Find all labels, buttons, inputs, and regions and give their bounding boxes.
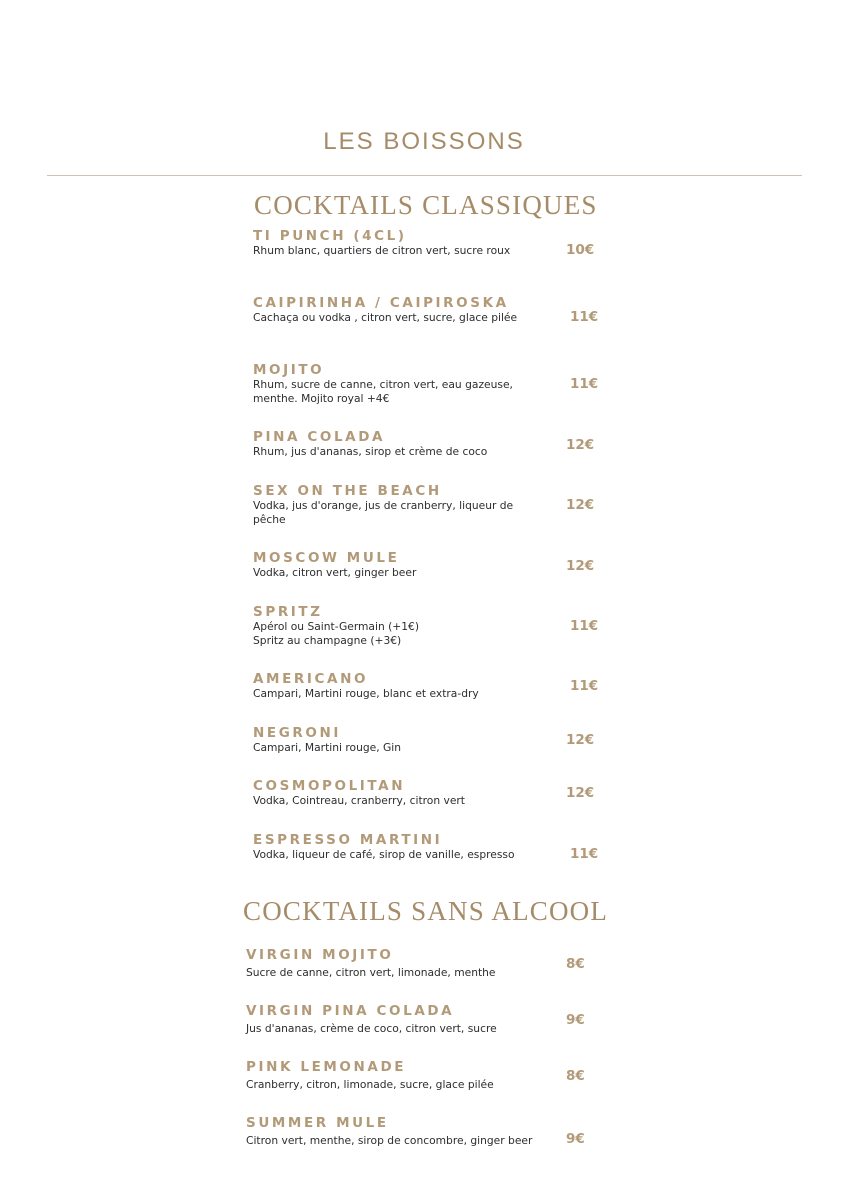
item-description: Vodka, citron vert, ginger beer (253, 566, 417, 579)
item-price: 12€ (566, 497, 595, 513)
item-price: 8€ (566, 956, 585, 972)
header-divider (47, 175, 802, 176)
item-price: 12€ (566, 437, 595, 453)
item-description: Rhum, jus d'ananas, sirop et crème de coco (253, 445, 488, 458)
item-description: Apérol ou Saint-Germain (+1€) Spritz au champagne (+3€) (253, 620, 420, 647)
menu-item (253, 832, 599, 886)
item-description: Rhum, sucre de canne, citron vert, eau gazeuse, menthe. Mojito royal +4€ (253, 378, 513, 405)
item-description: Vodka, jus d'orange, jus de cranberry, liqueur de pêche (253, 499, 514, 526)
item-description: Cranberry, citron, limonade, sucre, glace pilée (246, 1078, 494, 1091)
item-name: COSMOPOLITAN (253, 778, 406, 794)
item-description: Jus d'ananas, crème de coco, citron vert, sucre (246, 1022, 497, 1035)
item-price: 12€ (566, 558, 595, 574)
item-name: SUMMER MULE (246, 1115, 389, 1131)
item-name: MOSCOW MULE (253, 550, 400, 566)
item-description: Sucre de canne, citron vert, limonade, menthe (246, 966, 496, 979)
item-price: 11€ (570, 678, 599, 694)
item-price: 9€ (566, 1131, 585, 1147)
item-name: PINA COLADA (253, 429, 386, 445)
menu-item (246, 1003, 585, 1059)
cocktails-classiques-list (253, 228, 599, 886)
item-description: Vodka, liqueur de café, sirop de vanille, espresso (253, 848, 515, 861)
item-description: Cachaça ou vodka , citron vert, sucre, glace pilée (253, 311, 518, 324)
item-name: SEX ON THE BEACH (253, 483, 442, 499)
menu-item (253, 671, 599, 725)
item-price: 8€ (566, 1068, 585, 1084)
menu-item (253, 483, 595, 550)
item-name: ESPRESSO MARTINI (253, 832, 443, 848)
item-price: 11€ (570, 376, 599, 392)
item-price: 12€ (566, 785, 595, 801)
menu-item (246, 947, 585, 1003)
menu-item (253, 429, 595, 483)
item-price: 11€ (570, 309, 599, 325)
item-price: 11€ (570, 846, 599, 862)
menu-item (246, 1059, 585, 1115)
item-description: Citron vert, menthe, sirop de concombre, ginger beer (246, 1134, 533, 1147)
menu-item (253, 778, 595, 832)
section-title-cocktails-classiques: COCKTAILS CLASSIQUES (254, 190, 598, 220)
item-price: 12€ (566, 732, 595, 748)
item-name: AMERICANO (253, 671, 369, 687)
item-name: TI PUNCH (4CL) (253, 228, 407, 244)
menu-item (253, 604, 599, 671)
page-title: LES BOISSONS (323, 128, 525, 155)
item-name: CAIPIRINHA / CAIPIROSKA (253, 295, 509, 311)
item-description: Campari, Martini rouge, Gin (253, 741, 402, 754)
menu-item (253, 362, 599, 429)
item-name: MOJITO (253, 362, 325, 378)
item-price: 9€ (566, 1012, 585, 1028)
item-description: Rhum blanc, quartiers de citron vert, sucre roux (253, 244, 511, 257)
item-name: PINK LEMONADE (246, 1059, 407, 1075)
item-name: VIRGIN MOJITO (246, 947, 394, 963)
menu-item (253, 228, 595, 295)
item-name: NEGRONI (253, 725, 341, 741)
item-description: Vodka, Cointreau, cranberry, citron vert (253, 794, 465, 807)
item-name: VIRGIN PINA COLADA (246, 1003, 455, 1019)
item-description: Campari, Martini rouge, blanc et extra-dry (253, 687, 479, 700)
section-title-cocktails-sans-alcool: COCKTAILS SANS ALCOOL (243, 896, 609, 926)
cocktails-sans-alcool-list (246, 947, 585, 1171)
item-name: SPRITZ (253, 604, 323, 620)
menu-item (253, 295, 599, 362)
item-price: 11€ (570, 618, 599, 634)
menu-item (253, 725, 595, 778)
menu-item (253, 550, 595, 604)
menu-item (246, 1115, 585, 1171)
item-price: 10€ (566, 242, 595, 258)
